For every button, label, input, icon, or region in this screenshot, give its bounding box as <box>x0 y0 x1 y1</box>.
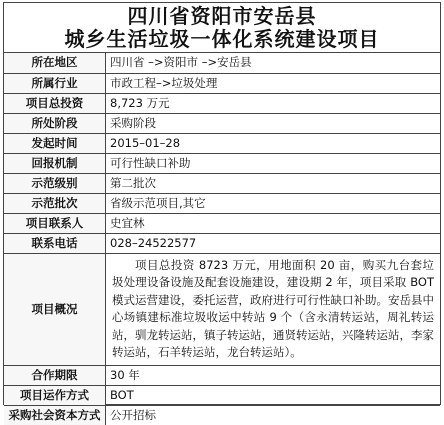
row-label-launch-date: 发起时间 <box>4 133 106 153</box>
row-label-procurement: 采购社会资本方式 <box>4 405 106 425</box>
table-row <box>4 93 440 113</box>
table-row <box>4 73 440 93</box>
row-value-contact: 史宜林 <box>106 213 441 233</box>
row-label-industry: 所属行业 <box>4 73 106 93</box>
row-value-phone: 028–24522577 <box>106 233 441 253</box>
table-row <box>4 113 440 133</box>
row-value-overview: 项目总投资 8723 万元，用地面积 20 亩，购买九台套垃圾处理设备设施及配套设施建设，建设期 2 年，项目采取 BOT 模式运营建设，委托运营，政府进行可行性缺口补助。安岳县中心场镇建标准垃圾收运中转站 9 个（含永清转运站，周礼转运站，驯龙转运站，镇子转运站，通贤转运站，兴隆转运站，李家转运站，石羊转运站，龙台转运站）。 <box>106 253 441 365</box>
project-info-table <box>4 53 440 425</box>
row-label-phone: 联系电话 <box>4 233 106 253</box>
page-subtitle: 城乡生活垃圾一体化系统建设项目 <box>64 27 380 51</box>
table-row <box>4 405 440 425</box>
row-value-stage: 采购阶段 <box>106 113 441 133</box>
table-row <box>4 193 440 213</box>
table-row <box>4 233 440 253</box>
row-value-operation-mode: BOT <box>106 385 441 405</box>
row-value-investment: 8,723 万元 <box>106 93 441 113</box>
row-value-demo-level: 第二批次 <box>106 173 441 193</box>
table-row <box>4 153 440 173</box>
project-info-sheet <box>3 2 441 422</box>
table-row <box>4 213 440 233</box>
title-block <box>4 3 440 53</box>
table-row <box>4 253 440 365</box>
row-label-contact: 项目联系人 <box>4 213 106 233</box>
row-label-demo-batch: 示范批次 <box>4 193 106 213</box>
row-label-overview: 项目概况 <box>4 253 106 365</box>
row-label-stage: 所处阶段 <box>4 113 106 133</box>
row-label-term: 合作期限 <box>4 365 106 385</box>
row-label-operation-mode: 项目运作方式 <box>4 385 106 405</box>
row-value-procurement: 公开招标 <box>106 405 441 425</box>
row-label-demo-level: 示范级别 <box>4 173 106 193</box>
row-label-investment: 项目总投资 <box>4 93 106 113</box>
row-value-industry: 市政工程–>垃圾处理 <box>106 73 441 93</box>
row-value-launch-date: 2015–01–28 <box>106 133 441 153</box>
table-row <box>4 365 440 385</box>
row-label-region: 所在地区 <box>4 53 106 73</box>
table-row <box>4 173 440 193</box>
page-title: 四川省资阳市安岳县 <box>127 4 317 28</box>
row-value-region: 四川省 –>资阳市 –>安岳县 <box>106 53 441 73</box>
row-value-term: 30 年 <box>106 365 441 385</box>
table-row <box>4 133 440 153</box>
row-value-return-mechanism: 可行性缺口补助 <box>106 153 441 173</box>
table-row <box>4 53 440 73</box>
row-label-return-mechanism: 回报机制 <box>4 153 106 173</box>
table-row <box>4 385 440 405</box>
row-value-demo-batch: 省级示范项目,其它 <box>106 193 441 213</box>
